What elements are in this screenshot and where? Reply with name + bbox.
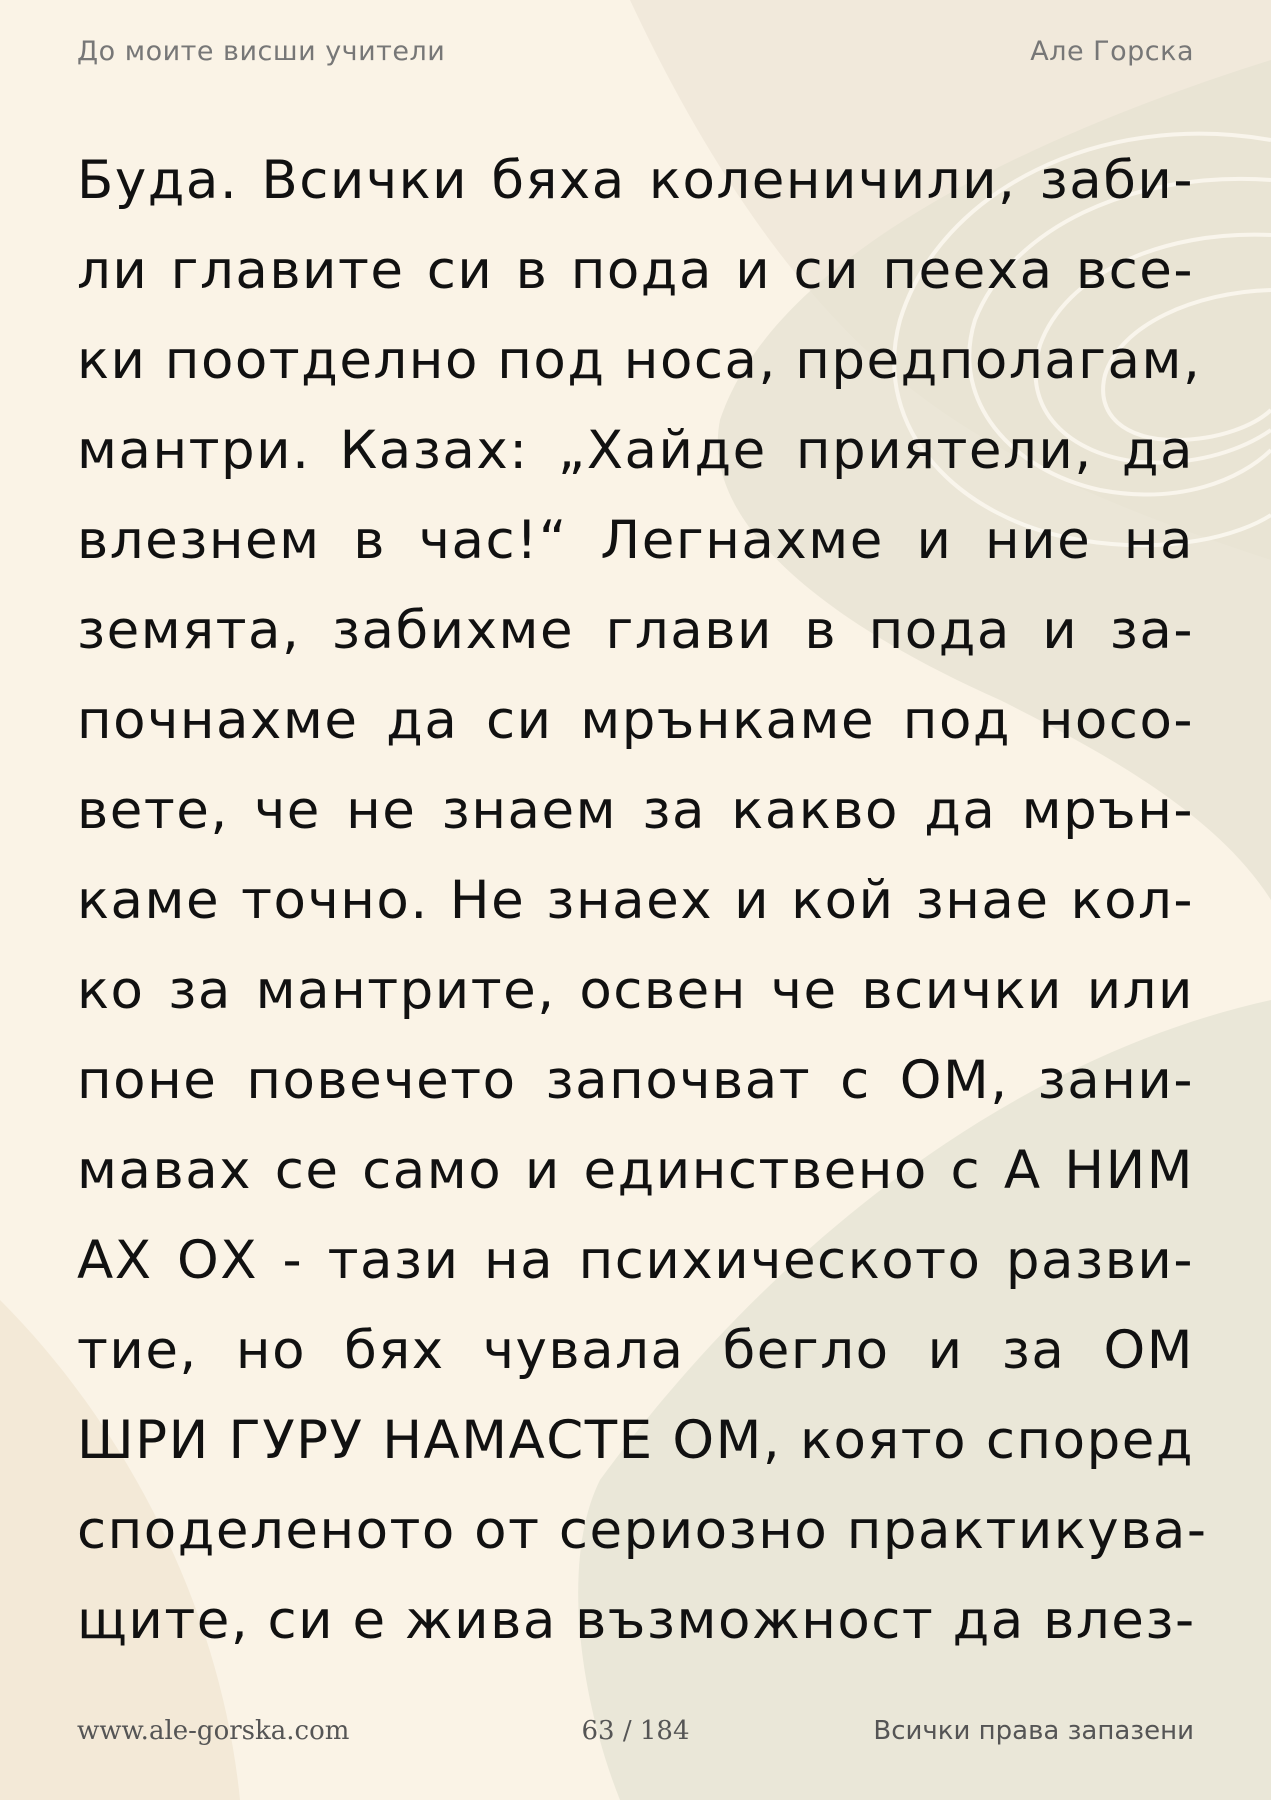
text-line: вете, че не знаем за какво да мрън- — [77, 780, 1194, 841]
body-text — [77, 136, 1208, 1666]
text-line: почнахме да си мрънкаме под носо- — [77, 690, 1194, 751]
text-line: тие, но бях чувала бегло и за ОМ — [77, 1320, 1194, 1381]
text-line: Буда. Всички бяха коленичили, заби- — [77, 150, 1194, 211]
text-line: мавах се само и единствено с А НИМ — [77, 1140, 1194, 1201]
running-header-author: Але Горска — [1030, 36, 1194, 67]
footer-page-number: 63 / 184 — [581, 1716, 690, 1746]
text-line: щите, си е жива възможност да влез- — [77, 1590, 1196, 1651]
running-header-title: До моите висши учители — [77, 36, 446, 67]
text-line: поне повечето започват с ОМ, зани- — [77, 1050, 1194, 1111]
footer-rights: Всички права запазени — [873, 1716, 1194, 1746]
text-line: влезнем в час!“ Легнахме и ние на — [77, 510, 1194, 571]
footer-website: www.ale-gorska.com — [77, 1716, 350, 1746]
text-line: ШРИ ГУРУ НАМАСТЕ ОМ, която според — [77, 1410, 1194, 1471]
text-line: ли главите си в пода и си пееха все- — [77, 240, 1194, 301]
text-line: каме точно. Не знаех и кой знае кол- — [77, 870, 1194, 931]
text-line: АХ ОХ - тази на психическото разви- — [77, 1230, 1194, 1291]
text-line: земята, забихме глави в пода и за- — [77, 600, 1194, 661]
text-line: споделеното от сериозно практикува- — [77, 1500, 1208, 1561]
text-line: ки поотделно под носа, предполагам, — [77, 330, 1202, 391]
text-line: ко за мантрите, освен че всички или — [77, 960, 1194, 1021]
text-line: мантри. Казах: „Хайде приятели, да — [77, 420, 1194, 481]
